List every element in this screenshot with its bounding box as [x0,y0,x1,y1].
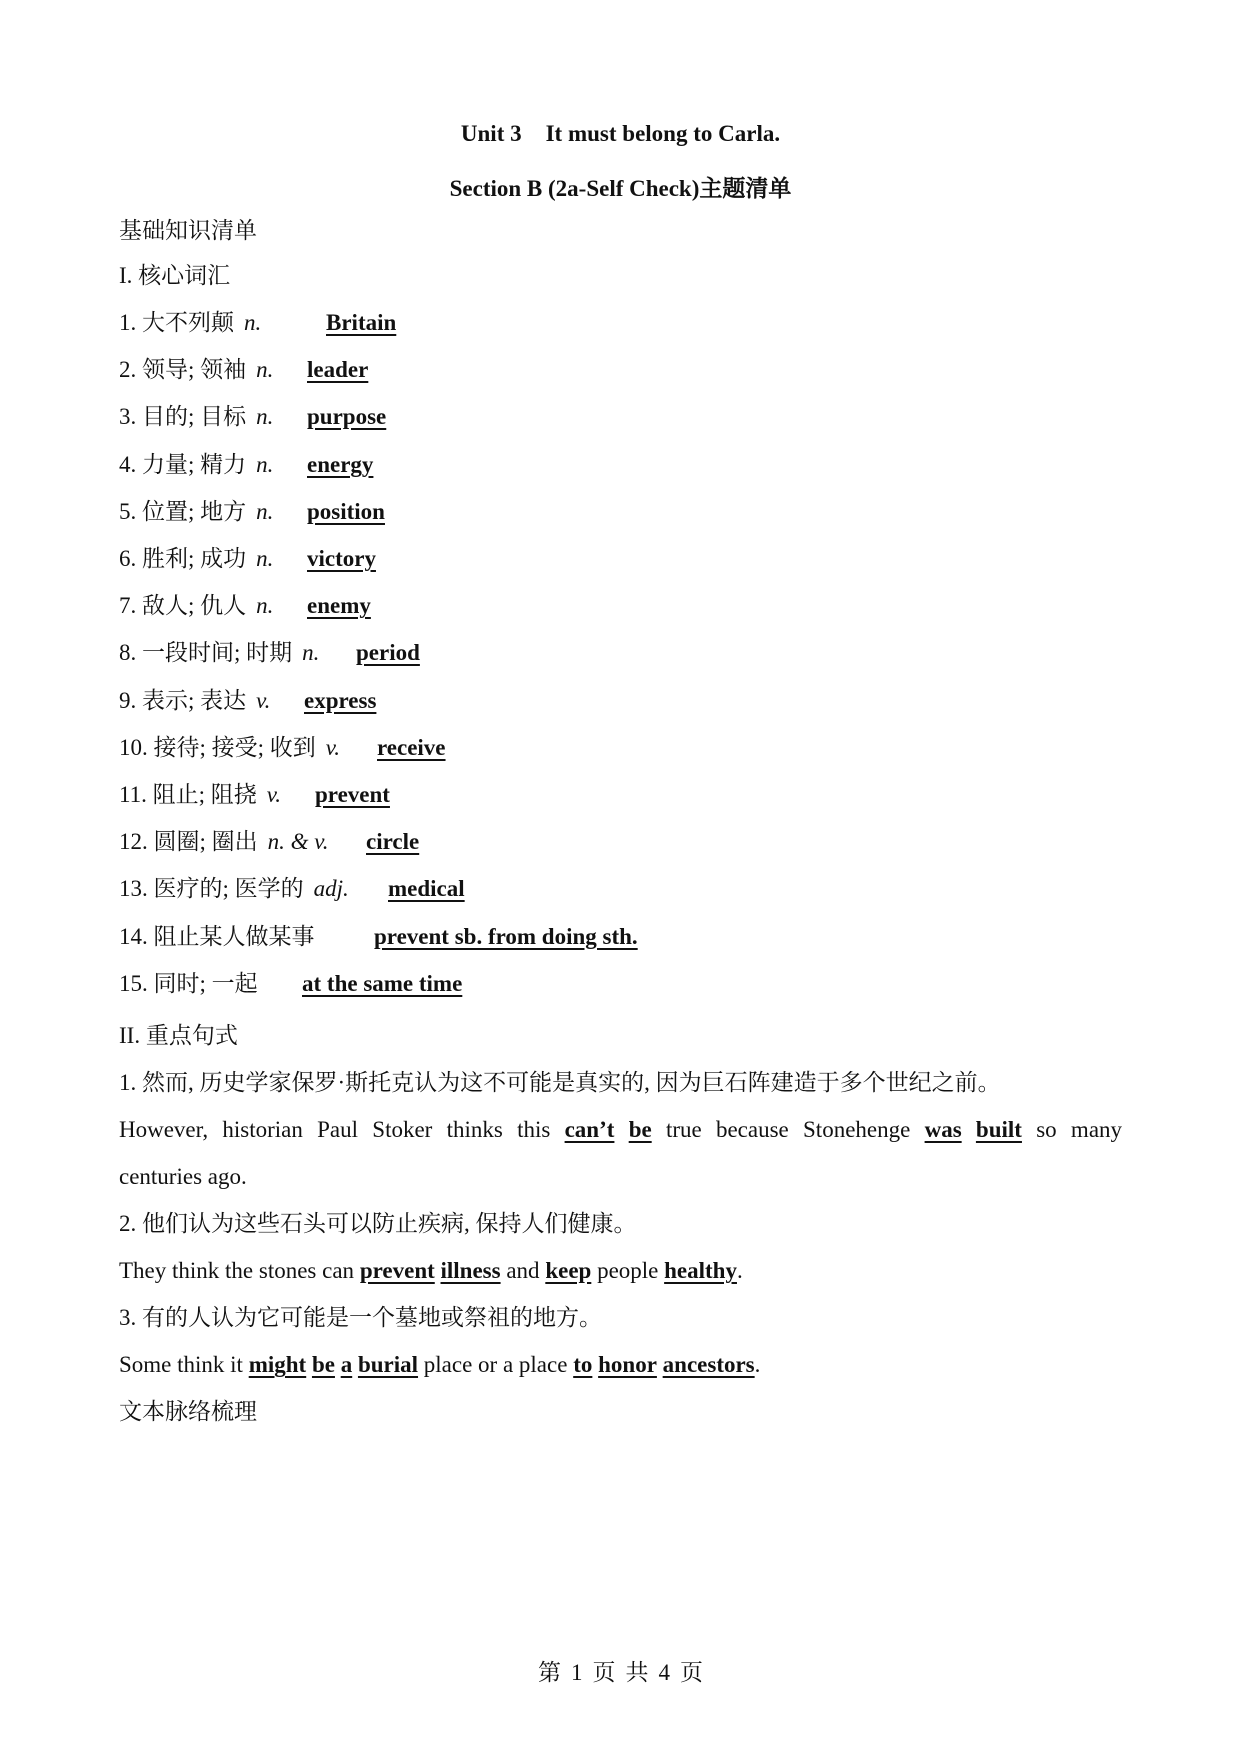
vocab-number: 2. [119,357,137,383]
vocab-item [119,827,1119,857]
vocab-item [119,638,1119,668]
vocab-chinese: 表示; 表达 [142,687,247,713]
vocab-part-of-speech: n. [256,404,274,430]
vocab-part-of-speech: n. [244,310,262,335]
sentence-3-en: Some think it might be a burial place or a place to honor ancestors. [119,1352,761,1377]
answer-blank: be [311,1352,335,1377]
vocab-answer: energy [307,451,374,477]
vocab-number: 1. [119,310,137,335]
vocab-part-of-speech: n. [302,640,320,666]
vocab-answer: period [356,640,420,666]
vocab-answer: position [307,498,385,524]
vocab-item [119,308,1119,338]
vocab-number: 9. [119,687,137,713]
answer-blank: built [975,1117,1022,1142]
unit-label: Unit 3 [460,121,522,146]
answer-blank: be [628,1117,652,1142]
vocab-part-of-speech: n. & v. [267,829,329,855]
answer-blank: honor [598,1352,657,1377]
vocab-chinese: 力量; 精力 [142,451,247,477]
vocab-part-of-speech: adj. [313,876,349,902]
page-total: 4 [658,1660,670,1685]
vocab-item [119,969,1119,999]
page-number: 1 [571,1660,583,1685]
vocab-item [119,450,1119,480]
vocab-answer: receive [377,734,446,760]
vocab-chinese: 一段时间; 时期 [142,640,293,666]
vocab-number: 5. [119,498,137,524]
answer-blank: to [573,1352,593,1377]
answer-blank: might [248,1352,307,1377]
vocab-number: 7. [119,593,137,619]
vocab-number: 6. [119,546,137,571]
vocab-item [119,780,1119,810]
sentence-1-en-cont: centuries ago. [119,1164,247,1189]
vocab-heading: I. 核心词汇 [119,263,231,288]
vocab-item [119,733,1119,763]
vocab-chinese: 领导; 领袖 [142,357,247,383]
sentence-1-cn: 1. 然而, 历史学家保罗·斯托克认为这不可能是真实的, 因为巨石阵建造于多个世纪之前。 [119,1070,1001,1095]
vocab-number: 4. [119,451,137,477]
vocab-chinese: 同时; 一起 [153,970,258,996]
vocab-item [119,922,1119,952]
sentence-2-cn: 2. 他们认为这些石头可以防止疾病, 保持人们健康。 [119,1211,637,1236]
sentences-heading: II. 重点句式 [119,1023,238,1048]
answer-blank: keep [545,1258,592,1283]
answer-blank: was [924,1117,962,1142]
vocab-part-of-speech: n. [256,498,274,524]
vocab-number: 12. [119,829,148,855]
vocab-item [119,544,1119,574]
vocab-chinese: 圆圈; 圈出 [153,829,258,855]
vocab-answer: medical [388,876,465,902]
vocab-number: 13. [119,876,148,902]
vocab-item [119,874,1119,904]
vocab-chinese: 位置; 地方 [142,498,247,524]
vocab-chinese: 胜利; 成功 [142,546,247,571]
answer-blank: prevent [359,1258,435,1283]
vocab-number: 3. [119,404,137,430]
vocab-answer: express [304,687,377,713]
vocab-answer: at the same time [302,970,463,996]
vocab-number: 8. [119,640,137,666]
vocab-item [119,591,1119,621]
vocab-answer: prevent [315,782,390,807]
vocab-answer: purpose [307,404,387,430]
vocab-part-of-speech: n. [256,451,274,477]
page-footer: 第 1 页 共 4 页 [538,1660,703,1685]
vocab-answer: victory [307,546,376,571]
basic-knowledge-heading: 基础知识清单 [119,218,257,243]
vocab-answer: leader [307,357,369,383]
vocab-chinese: 目的; 目标 [142,404,247,430]
vocab-chinese: 大不列颠 [142,310,234,335]
vocab-number: 15. [119,970,148,996]
vocab-chinese: 敌人; 仇人 [142,593,247,619]
vocab-answer: circle [366,829,420,855]
vocab-part-of-speech: v. [266,782,282,807]
vocab-number: 11. [119,782,147,807]
vocab-part-of-speech: n. [256,546,274,571]
sentence-2-en: They think the stones can prevent illness and keep people healthy. [119,1258,743,1283]
sentence-3-cn: 3. 有的人认为它可能是一个墓地或祭祖的地方。 [119,1305,602,1330]
vocab-answer: Britain [326,310,397,335]
vocab-part-of-speech: v. [256,687,271,713]
answer-blank: healthy [664,1258,737,1283]
vocab-item [119,355,1119,385]
answer-blank: a [340,1352,353,1377]
vocab-item [119,686,1119,716]
answer-blank: illness [440,1258,501,1283]
unit-name: It must belong to Carla. [545,121,781,146]
sentence-1-en: However, historian Paul Stoker thinks this can’t be true because Stonehenge was built so many [119,1117,1123,1142]
vocab-item [119,497,1119,527]
section-title: Section B (2a-Self Check)主题清单 [449,176,792,201]
vocab-chinese: 接待; 接受; 收到 [153,734,316,760]
vocab-item [119,402,1119,432]
vocab-answer: prevent sb. from doing sth. [374,923,638,949]
answer-blank: ancestors [662,1352,755,1377]
structure-heading: 文本脉络梳理 [119,1399,257,1424]
vocab-part-of-speech: n. [256,593,274,619]
vocab-part-of-speech: v. [325,734,341,760]
vocab-number: 14. [119,923,148,949]
vocab-chinese: 阻止某人做某事 [153,923,315,949]
answer-blank: can’t [564,1117,615,1142]
unit-title [0,121,1241,147]
vocab-chinese: 阻止; 阻挠 [152,782,257,807]
vocab-part-of-speech: n. [256,357,274,383]
vocab-answer: enemy [307,593,371,619]
answer-blank: burial [357,1352,419,1377]
vocab-number: 10. [119,734,148,760]
vocab-chinese: 医疗的; 医学的 [153,876,304,902]
